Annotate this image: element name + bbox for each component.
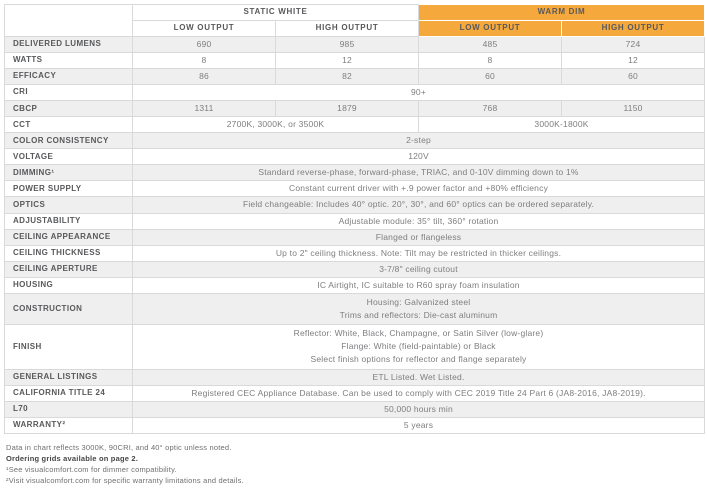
spec-row-finish — [5, 325, 705, 370]
header-wd-low-output: LOW OUTPUT — [419, 21, 562, 37]
spec-value: 3-7/8" ceiling cutout — [133, 261, 705, 277]
row-label: ADJUSTABILITY — [5, 213, 133, 229]
spec-value-line: Trims and reflectors: Die-cast aluminum — [339, 309, 498, 320]
spec-value: 50,000 hours min — [133, 401, 705, 417]
header-sw-low-output: LOW OUTPUT — [133, 21, 276, 37]
spec-row-color-consistency — [5, 133, 705, 149]
spec-row-warranty — [5, 417, 705, 433]
row-label: WATTS — [5, 53, 133, 69]
row-label: CALIFORNIA TITLE 24 — [5, 385, 133, 401]
spec-row-delivered-lumens — [5, 37, 705, 53]
ordering-note: Ordering grids available on page 2. — [6, 453, 139, 463]
spec-value: 8 — [419, 53, 562, 69]
spec-row-california-title-24 — [5, 385, 705, 401]
spec-row-l70 — [5, 401, 705, 417]
spec-row-ceiling-aperture — [5, 261, 705, 277]
spec-value: Field changeable: Includes 40° optic. 20°, 30°, and 60° optics can be ordered separately. — [133, 197, 705, 213]
row-label: CEILING APPEARANCE — [5, 229, 133, 245]
spec-value: 1150 — [562, 101, 705, 117]
row-label: EFFICACY — [5, 69, 133, 85]
spec-value — [133, 325, 705, 370]
row-label: DELIVERED LUMENS — [5, 37, 133, 53]
spec-row-optics — [5, 197, 705, 213]
spec-value: ETL Listed. Wet Listed. — [133, 369, 705, 385]
spec-row-dimming — [5, 165, 705, 181]
spec-value: Registered CEC Appliance Database. Can be used to comply with CEC 2019 Title 24 Part 6 (JA8-2016, JA8-2019). — [133, 385, 705, 401]
header-group-row — [5, 5, 705, 21]
spec-value: 120V — [133, 149, 705, 165]
spec-value: 768 — [419, 101, 562, 117]
spec-row-efficacy — [5, 69, 705, 85]
row-label: WARRANTY² — [5, 417, 133, 433]
spec-row-watts — [5, 53, 705, 69]
spec-value: 5 years — [133, 417, 705, 433]
spec-row-power-supply — [5, 181, 705, 197]
spec-value: 82 — [276, 69, 419, 85]
row-label: POWER SUPPLY — [5, 181, 133, 197]
row-label: VOLTAGE — [5, 149, 133, 165]
spec-value: 60 — [419, 69, 562, 85]
row-label: CEILING THICKNESS — [5, 245, 133, 261]
row-label: GENERAL LISTINGS — [5, 369, 133, 385]
spec-value: Adjustable module: 35° tilt, 360° rotation — [133, 213, 705, 229]
spec-value: IC Airtight, IC suitable to R60 spray foam insulation — [133, 277, 705, 293]
spec-value: 60 — [562, 69, 705, 85]
row-label: CEILING APERTURE — [5, 261, 133, 277]
row-label: DIMMING¹ — [5, 165, 133, 181]
header-corner-cell — [5, 5, 133, 37]
footnote-warranty: ²Visit visualcomfort.com for specific warranty limitations and details. — [6, 475, 244, 485]
spec-row-voltage — [5, 149, 705, 165]
spec-value: Standard reverse-phase, forward-phase, TRIAC, and 0-10V dimming down to 1% — [133, 165, 705, 181]
spec-value: Constant current driver with +.9 power factor and +80% efficiency — [133, 181, 705, 197]
spec-value: 1311 — [133, 101, 276, 117]
header-warm-dim: WARM DIM — [419, 5, 705, 21]
spec-value: Flanged or flangeless — [133, 229, 705, 245]
spec-value: 12 — [562, 53, 705, 69]
row-label: OPTICS — [5, 197, 133, 213]
spec-value-line: Select finish options for reflector and flange separately — [310, 354, 527, 365]
spec-row-ceiling-thickness — [5, 245, 705, 261]
footnotes — [4, 434, 704, 486]
spec-value: Up to 2" ceiling thickness. Note: Tilt may be restricted in thicker ceilings. — [133, 245, 705, 261]
header-static-white: STATIC WHITE — [133, 5, 419, 21]
spec-table — [4, 4, 705, 434]
footnote-dimmer: ¹See visualcomfort.com for dimmer compatibility. — [6, 464, 177, 474]
spec-value: 8 — [133, 53, 276, 69]
header-sw-high-output: HIGH OUTPUT — [276, 21, 419, 37]
spec-row-cri — [5, 85, 705, 101]
spec-value — [133, 293, 705, 324]
spec-row-general-listings — [5, 369, 705, 385]
row-label: FINISH — [5, 325, 133, 370]
spec-value: 12 — [276, 53, 419, 69]
spec-value-line: Flange: White (field-paintable) or Black — [341, 341, 496, 352]
spec-row-ceiling-appearance — [5, 229, 705, 245]
row-label: HOUSING — [5, 277, 133, 293]
row-label: CRI — [5, 85, 133, 101]
spec-value-line: Reflector: White, Black, Champagne, or Satin Silver (low-glare) — [293, 328, 544, 339]
spec-value: 485 — [419, 37, 562, 53]
spec-value: 86 — [133, 69, 276, 85]
row-label: L70 — [5, 401, 133, 417]
spec-value: 3000K-1800K — [419, 117, 705, 133]
spec-row-cbcp — [5, 101, 705, 117]
row-label: CBCP — [5, 101, 133, 117]
header-wd-high-output: HIGH OUTPUT — [562, 21, 705, 37]
row-label: COLOR CONSISTENCY — [5, 133, 133, 149]
spec-value: 90+ — [133, 85, 705, 101]
spec-value-line: Housing: Galvanized steel — [366, 296, 471, 307]
spec-value: 2700K, 3000K, or 3500K — [133, 117, 419, 133]
spec-value: 724 — [562, 37, 705, 53]
chart-note: Data in chart reflects 3000K, 90CRI, and 40° optic unless noted. — [6, 442, 232, 452]
spec-row-cct — [5, 117, 705, 133]
spec-row-housing — [5, 277, 705, 293]
spec-row-adjustability — [5, 213, 705, 229]
spec-row-construction — [5, 293, 705, 324]
row-label: CCT — [5, 117, 133, 133]
spec-value: 2-step — [133, 133, 705, 149]
spec-value: 985 — [276, 37, 419, 53]
row-label: CONSTRUCTION — [5, 293, 133, 324]
spec-value: 690 — [133, 37, 276, 53]
spec-value: 1879 — [276, 101, 419, 117]
